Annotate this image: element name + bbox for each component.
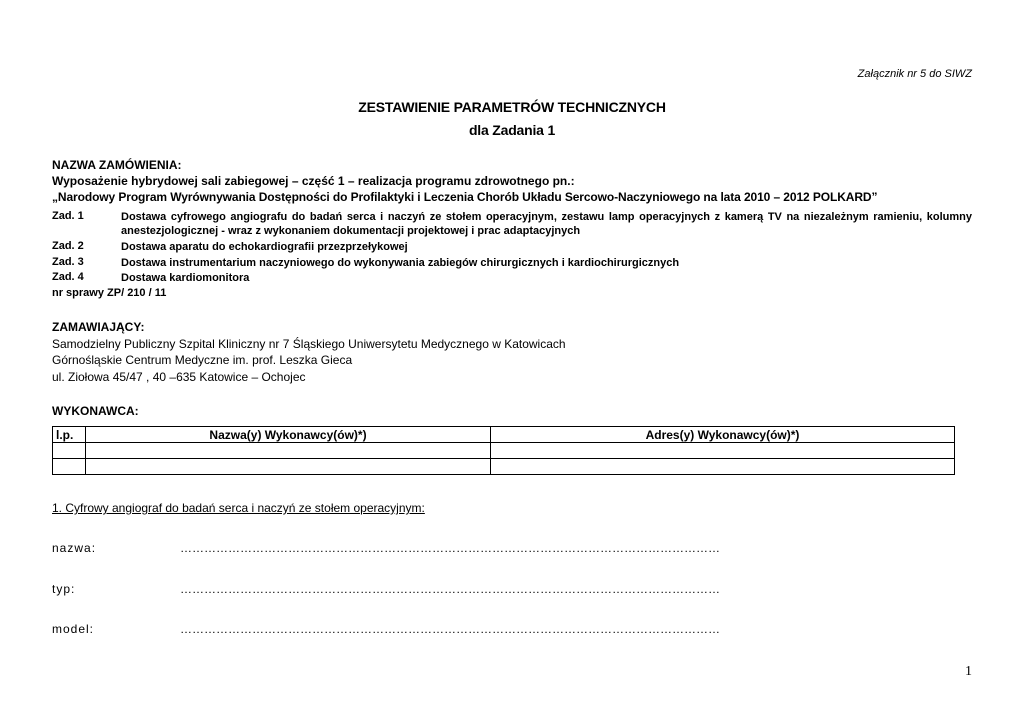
- field-label-name: nazwa:: [52, 541, 97, 555]
- client-line-2: Górnośląskie Centrum Medyczne im. prof. Leszka Gieca: [52, 353, 353, 367]
- task-description: Dostawa cyfrowego angiografu do badań serca i naczyń ze stołem operacyjnym, zestawu lamp operacyjnych z kamerą TV na niezależnym ramieniu, kolumny anestezjologicznej - wraz z wykonaniem dokumentacji projektowej i prac adaptacyjnych: [121, 211, 972, 237]
- task-2: [52, 240, 972, 254]
- page-number: 1: [965, 664, 972, 679]
- document-title: ZESTAWIENIE PARAMETRÓW TECHNICZNYCH: [358, 99, 666, 115]
- column-header-lp: l.p.: [53, 427, 86, 443]
- client-heading: ZAMAWIAJĄCY:: [52, 320, 145, 334]
- task-number: Zad. 1: [52, 210, 84, 222]
- field-value-name[interactable]: ………………………………………………………………………………………………………………………: [180, 541, 720, 555]
- order-heading: NAZWA ZAMÓWIENIA:: [52, 158, 182, 172]
- task-description: Dostawa kardiomonitora: [121, 272, 250, 284]
- client-line-1: Samodzielny Publiczny Szpital Kliniczny nr 7 Śląskiego Uniwersytetu Medycznego w Katowicach: [52, 337, 566, 351]
- column-header-address: Adres(y) Wykonawcy(ów)*): [491, 427, 955, 443]
- client-line-3: ul. Ziołowa 45/47 , 40 –635 Katowice – Ochojec: [52, 370, 306, 384]
- table-cell[interactable]: [491, 443, 955, 459]
- task-description: Dostawa instrumentarium naczyniowego do wykonywania zabiegów chirurgicznych i kardiochirurgicznych: [121, 257, 680, 269]
- task-3: [52, 256, 972, 270]
- table-cell[interactable]: [86, 459, 491, 475]
- device-heading: 1. Cyfrowy angiograf do badań serca i naczyń ze stołem operacyjnym:: [52, 501, 425, 515]
- field-label-type: typ:: [52, 582, 76, 596]
- contractor-table: [52, 426, 955, 475]
- order-line-2: „Narodowy Program Wyrównywania Dostępności do Profilaktyki i Leczenia Chorób Układu Sercowo-Naczyniowego na lata 2010 – 2012 POLKARD”: [52, 190, 878, 204]
- attachment-label: Załącznik nr 5 do SIWZ: [857, 68, 972, 80]
- task-4: [52, 271, 972, 285]
- column-header-name: Nazwa(y) Wykonawcy(ów)*): [86, 427, 491, 443]
- task-number: Zad. 3: [52, 256, 84, 268]
- table-cell[interactable]: [53, 443, 86, 459]
- task-1: [52, 210, 972, 238]
- field-label-model: model:: [52, 622, 95, 636]
- table-header-row: [53, 427, 955, 443]
- task-number: Zad. 4: [52, 271, 84, 283]
- order-line-1: Wyposażenie hybrydowej sali zabiegowej – część 1 – realizacja programu zdrowotnego pn.:: [52, 174, 575, 188]
- table-cell[interactable]: [53, 459, 86, 475]
- document-subtitle: dla Zadania 1: [468, 122, 556, 138]
- contractor-heading: WYKONAWCA:: [52, 404, 139, 418]
- case-number: nr sprawy ZP/ 210 / 11: [52, 287, 167, 299]
- task-description: Dostawa aparatu do echokardiografii przezprzełykowej: [121, 241, 408, 253]
- field-value-type[interactable]: ………………………………………………………………………………………………………………………: [180, 582, 720, 596]
- task-number: Zad. 2: [52, 240, 84, 252]
- field-value-model[interactable]: ………………………………………………………………………………………………………………………: [180, 622, 720, 636]
- table-cell[interactable]: [86, 443, 491, 459]
- table-row: [53, 459, 955, 475]
- table-row: [53, 443, 955, 459]
- table-cell[interactable]: [491, 459, 955, 475]
